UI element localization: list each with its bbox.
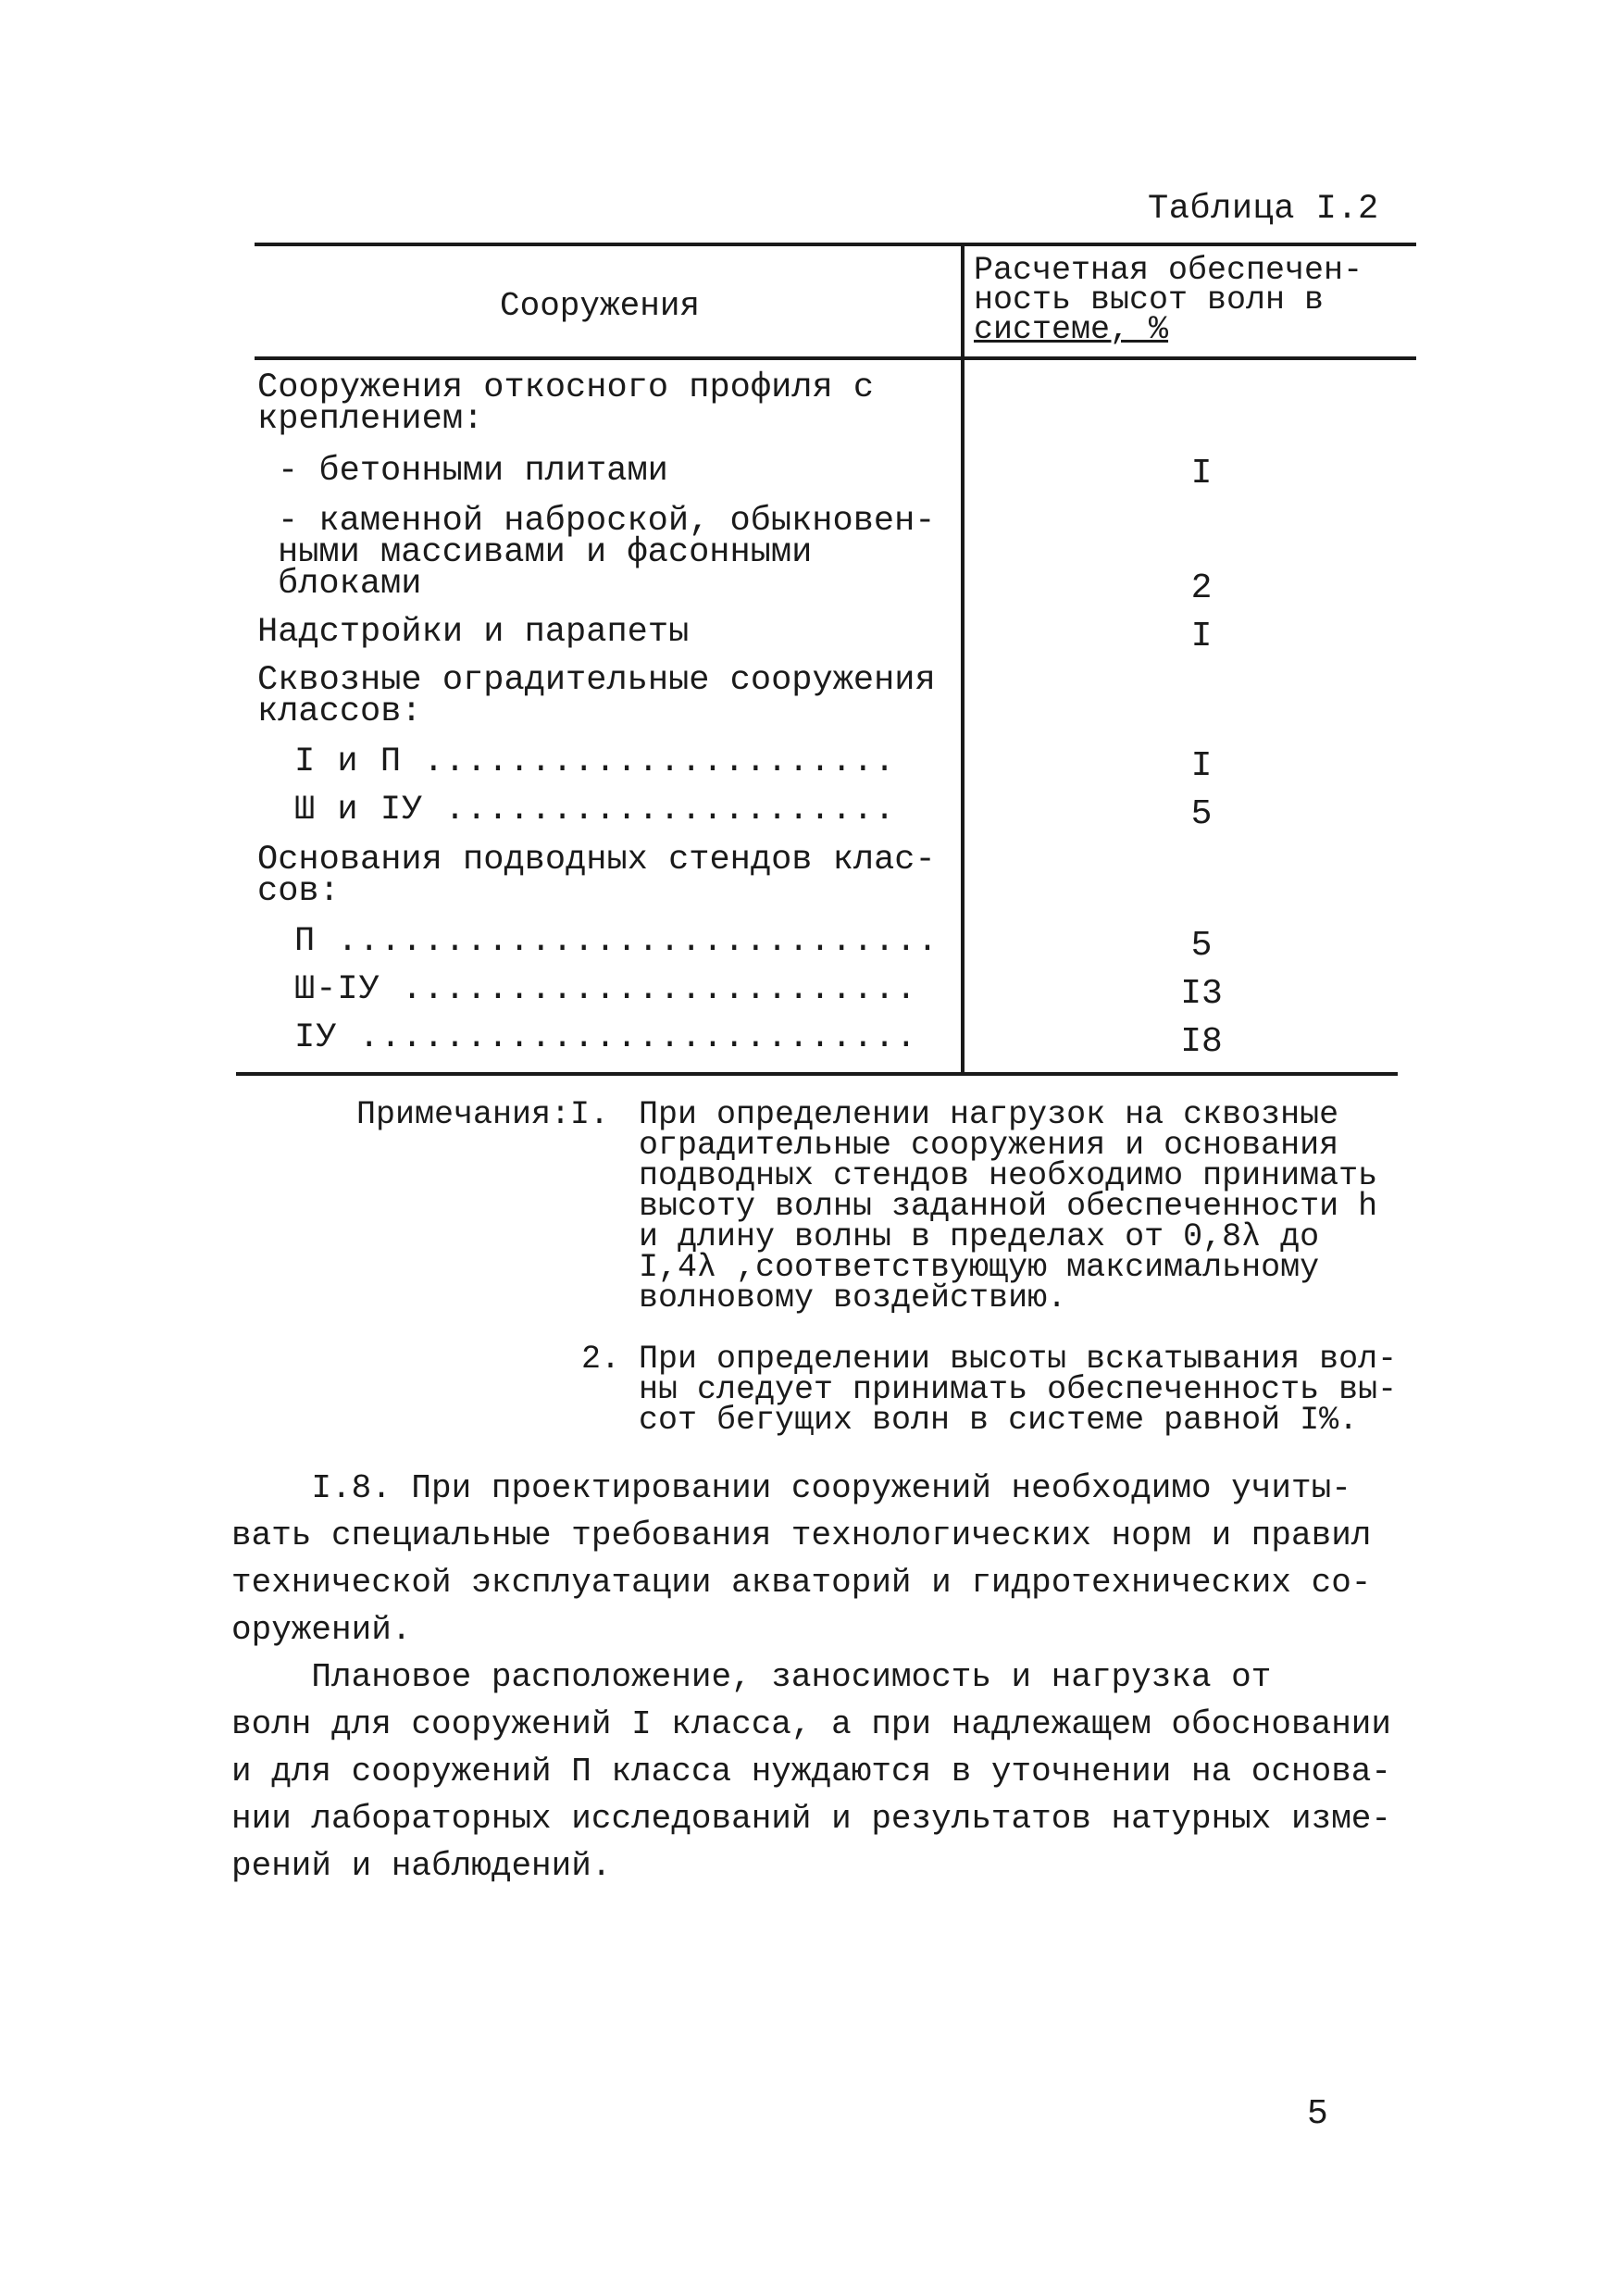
table-row-value: I	[1190, 617, 1213, 656]
table-row-text: IУ ..........................	[294, 1018, 917, 1057]
note-line: При определении нагрузок на сквозные	[639, 1096, 1339, 1133]
table-header-rule	[255, 356, 1416, 360]
table-bottom-rule	[236, 1072, 1398, 1076]
body-line: Плановое расположение, заносимость и нагрузка от	[231, 1658, 1272, 1696]
body-line: технической эксплуатации акваторий и гидротехнических со-	[231, 1564, 1372, 1602]
table-row-text: креплением:	[257, 400, 484, 439]
column-header-probability-line: Расчетная обеспечен-	[974, 252, 1363, 289]
note-1	[639, 1096, 1378, 1316]
table-row-text: ными массивами и фасонными	[278, 533, 813, 572]
table-row-text: сов:	[257, 872, 340, 911]
table-row-text: Ш-IУ ........................	[294, 970, 917, 1009]
table-row-value: 2	[1190, 568, 1213, 608]
table-row-text: - каменной наброской, обыкновен-	[278, 502, 936, 541]
note-line: сот бегущих волн в системе равной I%.	[639, 1402, 1359, 1439]
note-line: I,4λ ,соответствующую максимальному	[639, 1249, 1320, 1286]
table-row-text: блоками	[278, 565, 422, 604]
table-top-rule	[255, 243, 1416, 246]
table-row-value: I	[1190, 746, 1213, 786]
note-line: ны следует принимать обеспеченность вы-	[639, 1371, 1398, 1408]
note-line: волновому воздействию.	[639, 1279, 1067, 1316]
column-header-probability-line: ность высот волн в	[974, 281, 1325, 318]
body-line: оружений.	[231, 1611, 412, 1649]
table-row-text: П ............................	[294, 922, 940, 961]
note-2-number: 2.	[581, 1341, 621, 1378]
table-row-text: Надстройки и парапеты	[257, 613, 690, 652]
body-line: и для сооружений П класса нуждаются в уточнении на основа-	[231, 1753, 1392, 1791]
body-line: I.8. При проектировании сооружений необходимо учиты-	[231, 1469, 1351, 1507]
table-row-text: Сквозные оградительные сооружения	[257, 661, 936, 700]
note-line: и длину волны в пределах от 0,8λ до	[639, 1218, 1320, 1255]
table-column-divider	[961, 244, 965, 1074]
page-number: 5	[1307, 2094, 1328, 2134]
table-row-text: - бетонными плитами	[278, 452, 668, 491]
column-header-structures: Сооружения	[500, 287, 701, 325]
column-header-probability-line: системе, %	[974, 311, 1169, 348]
note-line: При определении высоты вскатывания вол-	[639, 1341, 1398, 1378]
table-row-text: I и П ......................	[294, 742, 896, 781]
body-line: нии лабораторных исследований и результатов натурных изме-	[231, 1800, 1392, 1838]
note-line: подводных стендов необходимо принимать	[639, 1157, 1378, 1194]
note-line: оградительные сооружения и основания	[639, 1127, 1339, 1164]
column-header-probability	[974, 252, 1409, 348]
table-row-value: 5	[1190, 926, 1213, 966]
table-row-text: Основания подводных стендов клас-	[257, 841, 936, 880]
table-row-text: Сооружения откосного профиля с	[257, 368, 875, 407]
note-2	[639, 1341, 1398, 1439]
table-caption: Таблица I.2	[1148, 190, 1379, 229]
body-line: рений и наблюдений.	[231, 1847, 612, 1885]
table-row-value: I3	[1180, 974, 1223, 1014]
body-line: волн для сооружений I класса, а при надлежащем обосновании	[231, 1705, 1392, 1743]
table-row-value: 5	[1190, 794, 1213, 834]
body-text	[231, 1465, 1391, 1890]
table-row-text: Ш и IУ .....................	[294, 791, 896, 830]
table-row-value: I	[1190, 454, 1213, 493]
table-row-value: I8	[1180, 1022, 1223, 1062]
notes-label: Примечания:I.	[356, 1096, 610, 1133]
body-line: вать специальные требования технологических норм и правил	[231, 1516, 1372, 1554]
table-row-text: классов:	[257, 693, 422, 731]
note-line: высоту волны заданной обеспеченности h	[639, 1188, 1378, 1225]
